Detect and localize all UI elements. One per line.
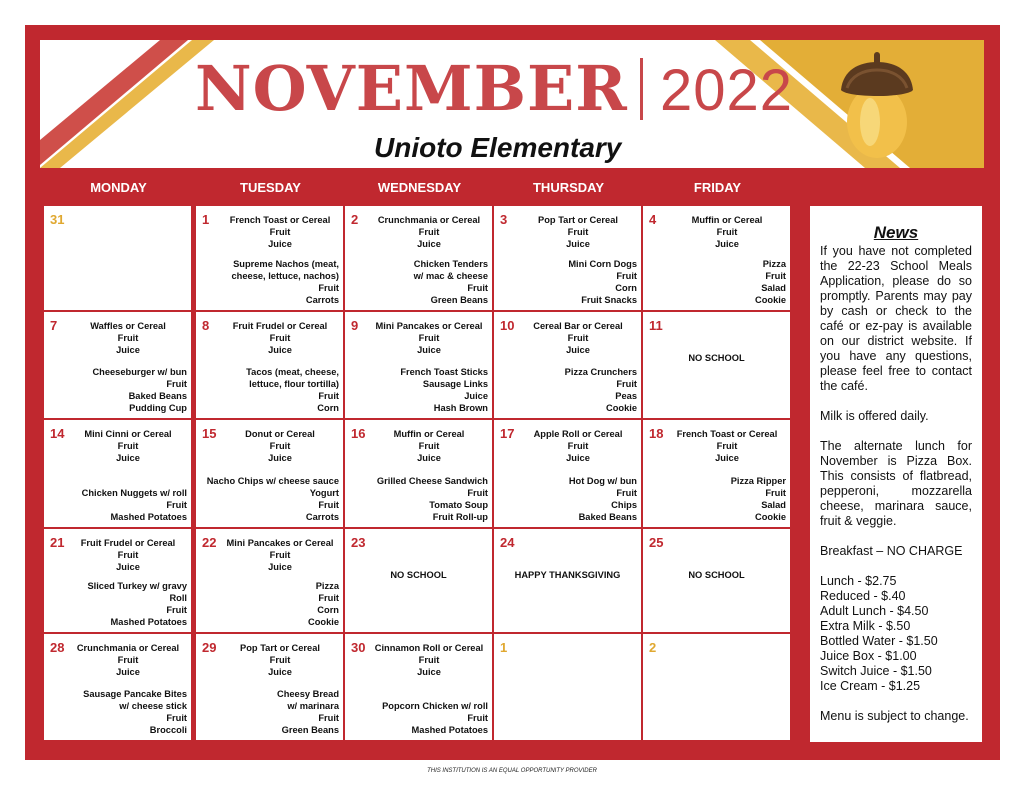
breakfast-menu [370,214,488,250]
lunch-menu [48,366,187,414]
menu-line: Juice [116,453,140,463]
menu-line: Juice [268,562,292,572]
menu-line: Juice [464,391,488,401]
menu-line: French Toast Sticks [400,367,488,377]
day-number: 8 [202,318,210,333]
menu-line: Fruit [567,227,589,237]
menu-line: Cookie [755,295,786,305]
special-note: NO SCHOOL [390,570,447,580]
day-number: 22 [202,535,217,550]
menu-line: Juice [116,345,140,355]
menu-line: Baked Beans [578,512,637,522]
menu-line: Cookie [606,403,637,413]
menu-line: Nacho Chips w/ cheese sauce [206,476,339,486]
month-title: NOVEMBER [195,52,628,125]
lunch-menu [200,688,339,736]
menu-line: Fruit [117,441,139,451]
school-name: Unioto Elementary [374,132,622,163]
menu-line: Fruit [616,379,637,389]
day-cell [44,206,191,310]
menu-line: Fruit [418,333,440,343]
menu-line: Crunchmania or Cereal [377,215,481,225]
weekday-header: THURSDAY [532,180,605,195]
menu-line: Carrots [305,512,339,522]
news-body [820,244,972,739]
menu-line: Fruit [117,550,139,560]
menu-line: Fruit [418,227,440,237]
menu-line: Apple Roll or Cereal [533,429,623,439]
lunch-menu [349,700,488,736]
day-cell [494,529,641,632]
menu-line: cheese, lettuce, nachos) [231,271,339,281]
menu-line: Fruit [467,488,488,498]
menu-line: Baked Beans [128,391,187,401]
menu-line: Crunchmania or Cereal [76,643,180,653]
menu-line: Cinnamon Roll or Cereal [374,643,484,653]
lunch-menu [48,487,187,523]
day-number: 15 [202,426,217,441]
news-paragraph: The alternate lunch for November is Pizza Box. This consists of flatbread, pepperoni, mozzarella cheese, marinara sauce, fruit & veggie. [820,439,972,528]
menu-line: Fruit [166,500,187,510]
menu-line: Cookie [308,617,339,627]
special-note: NO SCHOOL [688,570,745,580]
menu-line: Tacos (meat, cheese, [246,367,339,377]
menu-line: Juice [715,239,739,249]
day-cell [494,634,641,740]
menu-line: Grilled Cheese Sandwich [376,476,488,486]
menu-line: w/ marinara [287,701,339,711]
day-number: 3 [500,212,508,227]
day-number: 1 [500,640,508,655]
day-cell [345,634,492,740]
menu-line: Roll [169,593,187,603]
day-cell [494,420,641,527]
breakfast-menu [221,537,339,573]
menu-line: Juice [417,667,441,677]
menu-line: Juice [116,667,140,677]
menu-line: Cereal Bar or Cereal [533,321,623,331]
menu-line: Chips [611,500,637,510]
breakfast-menu [519,320,637,356]
price-item: Extra Milk - $.50 [820,619,911,633]
breakfast-menu [69,428,187,464]
menu-line: Fruit [269,333,291,343]
menu-line: Mashed Potatoes [110,512,187,522]
lunch-menu [498,475,637,523]
menu-line: Fruit Frudel or Cereal [232,321,328,331]
day-number: 31 [50,212,65,227]
day-cell [494,206,641,310]
menu-line: Fruit [616,488,637,498]
menu-line: Fruit [269,227,291,237]
day-cell [196,420,343,527]
day-cell [345,312,492,418]
day-cell [643,312,790,418]
breakfast-menu [69,537,187,573]
menu-line: Muffin or Cereal [393,429,465,439]
menu-line: Juice [715,453,739,463]
price-item: Reduced - $.40 [820,589,906,603]
lunch-menu [349,366,488,414]
menu-line: Juice [566,239,590,249]
menu-line: Corn [317,403,339,413]
menu-line: Juice [417,453,441,463]
news-title: News [873,223,919,242]
lunch-menu [200,366,339,414]
breakfast-menu [370,428,488,464]
lunch-menu [349,475,488,523]
day-cell [345,529,492,632]
menu-line: Fruit [117,655,139,665]
day-number: 21 [50,535,65,550]
day-cell [643,529,790,632]
menu-line: Fruit [318,713,339,723]
menu-line: Fruit Snacks [581,295,637,305]
day-cell [345,420,492,527]
day-number: 17 [500,426,515,441]
breakfast-menu [69,320,187,356]
menu-line: Pizza Crunchers [564,367,637,377]
weekday-header: TUESDAY [240,180,301,195]
menu-line: Fruit [117,333,139,343]
menu-line: Sliced Turkey w/ gravy [87,581,187,591]
day-number: 25 [649,535,664,550]
menu-line: Pop Tart or Cereal [240,643,320,653]
menu-line: Fruit [269,550,291,560]
day-number: 11 [649,318,663,333]
day-number: 7 [50,318,58,333]
menu-line: Sausage Pancake Bites [83,689,187,699]
breakfast-menu [668,214,786,250]
lunch-menu [498,258,637,306]
menu-line: Chicken Nuggets w/ roll [81,488,187,498]
footer-note: THIS INSTITUTION IS AN EQUAL OPPORTUNITY PROVIDER [427,768,597,774]
day-number: 28 [50,640,65,655]
menu-line: Fruit [467,283,488,293]
day-number: 10 [500,318,515,333]
breakfast-menu [668,428,786,464]
lunch-menu [48,580,187,628]
price-item: Adult Lunch - $4.50 [820,604,929,618]
day-cell [196,312,343,418]
weekday-header: WEDNESDAY [377,180,462,195]
menu-line: Mini Cinni or Cereal [84,429,172,439]
menu-line: Fruit [467,713,488,723]
news-paragraph: Milk is offered daily. [820,409,929,423]
menu-line: Fruit [716,227,738,237]
menu-line: Juice [566,453,590,463]
menu-line: Pizza [762,259,786,269]
acorn-icon [837,52,917,162]
lunch-menu [200,580,339,628]
menu-line: Green Beans [281,725,339,735]
menu-line: Mashed Potatoes [411,725,488,735]
day-number: 1 [202,212,210,227]
menu-line: Muffin or Cereal [691,215,763,225]
menu-line: w/ mac & cheese [413,271,488,281]
menu-line: Cheeseburger w/ bun [92,367,187,377]
menu-line: Fruit [567,333,589,343]
menu-line: French Toast or Cereal [229,215,331,225]
day-number: 18 [649,426,664,441]
menu-line: Mini Pancakes or Cereal [375,321,483,331]
day-cell [196,206,343,310]
day-number: 24 [500,535,515,550]
menu-line: Cheesy Bread [276,689,339,699]
menu-line: Fruit Roll-up [432,512,488,522]
menu-line: Supreme Nachos (meat, [233,259,339,269]
lunch-menu [200,258,339,306]
breakfast-menu [221,428,339,464]
menu-line: Pudding Cup [129,403,187,413]
menu-line: Popcorn Chicken w/ roll [382,701,488,711]
menu-line: Corn [317,605,339,615]
menu-line: Fruit [765,271,786,281]
menu-line: Donut or Cereal [245,429,315,439]
menu-line: Fruit [318,391,339,401]
lunch-menu [349,258,488,306]
menu-line: Fruit [765,488,786,498]
breakfast-menu [221,214,339,250]
menu-line: Fruit [166,713,187,723]
menu-line: Juice [417,239,441,249]
day-cell [44,312,191,418]
special-note: HAPPY THANKSGIVING [514,570,621,580]
lunch-menu [48,688,187,736]
lunch-menu [200,475,339,523]
day-cell [44,634,191,740]
price-list [820,574,972,694]
menu-line: Waffles or Cereal [90,321,166,331]
menu-line: Juice [268,453,292,463]
menu-line: Fruit [567,441,589,451]
day-cell [196,529,343,632]
menu-line: Hash Brown [433,403,488,413]
day-cell [494,312,641,418]
price-item: Bottled Water - $1.50 [820,634,938,648]
day-cell [345,206,492,310]
day-number: 2 [351,212,359,227]
breakfast-menu [370,320,488,356]
breakfast-menu [69,642,187,678]
menu-line: Yogurt [309,488,339,498]
menu-line: Pizza [315,581,339,591]
price-item: Lunch - $2.75 [820,574,897,588]
price-item: Ice Cream - $1.25 [820,679,921,693]
day-number: 9 [351,318,359,333]
day-cell [44,420,191,527]
menu-line: Fruit [616,271,637,281]
menu-line: Chicken Tenders [413,259,488,269]
menu-line: Fruit Frudel or Cereal [80,538,176,548]
menu-line: Salad [761,500,786,510]
menu-line: w/ cheese stick [119,701,187,711]
menu-line: French Toast or Cereal [676,429,778,439]
day-cell [643,420,790,527]
breakfast-menu [221,320,339,356]
menu-line: Pizza Ripper [730,476,786,486]
menu-line: Fruit [269,655,291,665]
day-number: 30 [351,640,366,655]
menu-line: Fruit [166,379,187,389]
day-cell [196,634,343,740]
news-panel [810,206,982,742]
day-number: 29 [202,640,217,655]
weekday-header: MONDAY [90,180,147,195]
menu-line: Carrots [305,295,339,305]
day-cell [643,206,790,310]
menu-line: Fruit [716,441,738,451]
menu-line: Fruit [166,605,187,615]
menu-line: Juice [268,667,292,677]
menu-line: Fruit [418,441,440,451]
menu-line: Mini Corn Dogs [568,259,637,269]
menu-line: Hot Dog w/ bun [568,476,637,486]
menu-line: Fruit [269,441,291,451]
menu-line: Cookie [755,512,786,522]
breakfast-menu [221,642,339,678]
menu-line: Fruit [418,655,440,665]
weekday-header: FRIDAY [693,180,742,195]
menu-line: Peas [615,391,637,401]
menu-line: Juice [566,345,590,355]
menu-line: Green Beans [430,295,488,305]
breakfast-menu [519,428,637,464]
day-number: 4 [649,212,657,227]
lunch-menu [647,258,786,306]
menu-line: Sausage Links [422,379,488,389]
year-title: 2022 [660,58,794,123]
price-item: Switch Juice - $1.50 [820,664,932,678]
lunch-menu [647,475,786,523]
menu-line: Juice [417,345,441,355]
day-number: 14 [50,426,65,441]
menu-line: Juice [268,239,292,249]
day-number: 23 [351,535,366,550]
menu-line: Pop Tart or Cereal [538,215,618,225]
menu-line: Mini Pancakes or Cereal [226,538,334,548]
menu-line: Fruit [318,593,339,603]
menu-line: Corn [615,283,637,293]
price-item: Juice Box - $1.00 [820,649,917,663]
day-cell [44,529,191,632]
menu-line: Juice [268,345,292,355]
menu-line: Tomato Soup [429,500,488,510]
day-number: 16 [351,426,366,441]
header-banner [40,40,984,168]
day-cell [643,634,790,740]
special-note: NO SCHOOL [688,353,745,363]
menu-line: Mashed Potatoes [110,617,187,627]
news-paragraph: If you have not completed the 22-23 School Meals Application, please do so promptly. Parents may pay by cash or check to the café or ez-pay is available on our district website. If you have any questions, please feel free to contact the café. [820,244,972,393]
menu-line: Salad [761,283,786,293]
menu-line: Broccoli [149,725,187,735]
news-paragraph: Breakfast – NO CHARGE [820,544,963,558]
news-closing: Menu is subject to change. [820,709,969,723]
menu-line: lettuce, flour tortilla) [249,379,339,389]
breakfast-menu [370,642,488,678]
title-separator [640,58,643,120]
day-number: 2 [649,640,657,655]
menu-line: Fruit [318,283,339,293]
lunch-menu [498,366,637,414]
menu-line: Juice [116,562,140,572]
breakfast-menu [519,214,637,250]
menu-line: Fruit [318,500,339,510]
